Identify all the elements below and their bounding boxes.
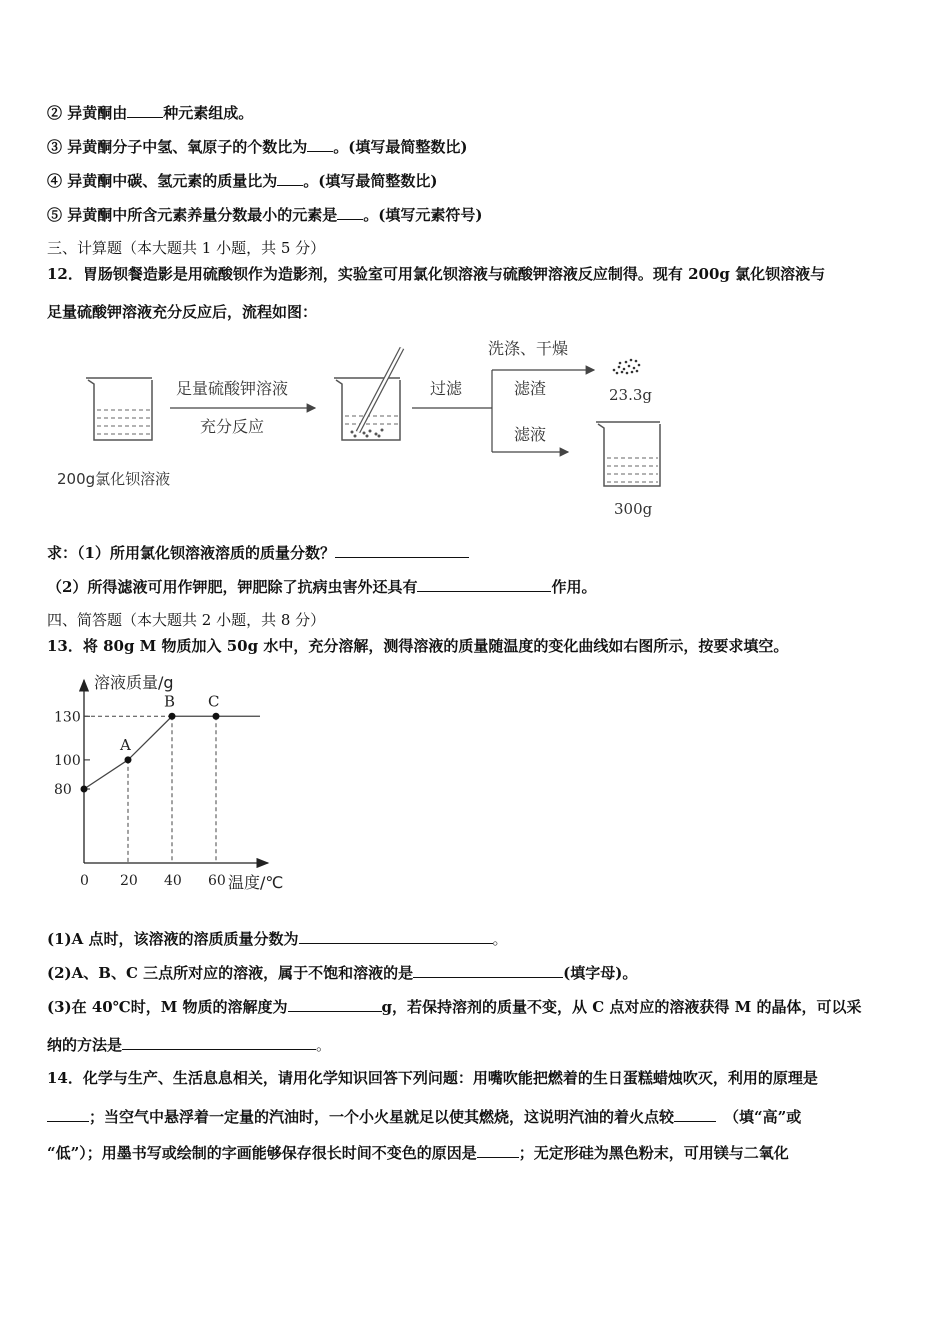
q13-ask-3-text: (3)在 40℃时，M 物质的溶解度为: [47, 998, 288, 1016]
filtrate-mass-label: 300g: [614, 500, 653, 518]
q14-line-2-suffix: （填“高”或: [724, 1108, 802, 1126]
q14-line-3-text: “低”）；用墨书写或绘制的字画能够保存很长时间不变色的原因是: [47, 1144, 477, 1162]
q14-line-3: [47, 1142, 789, 1163]
flow-diagram: [40, 332, 680, 528]
q12-text-line1: 12．胃肠钡餐造影是用硫酸钡作为造影剂，实验室可用氯化钡溶液与硫酸钾溶液反应制得。现有 200g 氯化钡溶液与: [47, 265, 826, 283]
q11-item-4-text: ④ 异黄酮中碳、氢元素的质量比为: [47, 172, 278, 190]
answer-blank[interactable]: [122, 1034, 316, 1050]
answer-blank[interactable]: [417, 576, 551, 592]
answer-blank[interactable]: [674, 1106, 716, 1122]
answer-blank[interactable]: [477, 1142, 519, 1158]
data-point: [169, 713, 176, 720]
q11-item-3: [47, 136, 467, 157]
reaction-condition-label: 充分反应: [200, 417, 265, 436]
q11-item-3-text: ③ 异黄酮分子中氢、氧原子的个数比为: [47, 138, 308, 156]
q12-ask-2-suffix: 作用。: [551, 578, 597, 596]
q13-ask-3-text-c: 纳的方法是: [47, 1036, 123, 1054]
x-tick-label: 60: [208, 873, 226, 889]
q13-ask-2: [47, 962, 637, 983]
q13-ask-2-text: (2)A、B、C 三点所对应的溶液，属于不饱和溶液的是: [47, 964, 414, 982]
q13-ask-3-suffix: 。: [316, 1036, 332, 1054]
answer-blank[interactable]: [335, 542, 469, 558]
q11-item-5-text: ⑤ 异黄酮中所含元素养量分数最小的元素是: [47, 206, 338, 224]
q13-ask-3: [47, 996, 861, 1017]
y-tick-label: 100: [54, 752, 81, 769]
data-point: [125, 756, 132, 763]
y-tick-label: 80: [54, 782, 72, 798]
x-tick-label: 0: [80, 873, 89, 889]
y-axis-label: 溶液质量/g: [94, 673, 174, 692]
y-tick-label: 130: [54, 709, 81, 726]
answer-blank[interactable]: [307, 136, 333, 152]
answer-blank[interactable]: [413, 962, 563, 978]
solid-mass-label: 23.3g: [609, 386, 653, 404]
filtrate-beaker-icon: [596, 422, 660, 486]
beaker-with-rod-icon: [334, 348, 402, 440]
q11-item-5: [47, 204, 482, 225]
q11-item-4-suffix: 。(填写最简整数比): [303, 172, 438, 190]
point-label: C: [208, 692, 220, 711]
q13-ask-2-suffix: (填字母)。: [563, 964, 638, 982]
q14-line-1: 14．化学与生产、生活息息相关，请用化学知识回答下列问题：用嘴吹能把燃着的生日蛋糕蜡烛吹灭，利用的原理是: [47, 1069, 818, 1087]
section-4-heading: 四、简答题（本大题共 2 小题，共 8 分）: [47, 611, 326, 629]
point-label: A: [120, 735, 131, 754]
q13-ask-1: [47, 928, 508, 949]
q13-ask-1-text: (1)A 点时，该溶液的溶质质量分数为: [47, 930, 299, 948]
filter-label: 过滤: [430, 379, 463, 398]
q14-line-3-suffix: ；无定形硅为黑色粉末，可用镁与二氧化: [518, 1144, 789, 1162]
data-point: [213, 713, 220, 720]
answer-blank[interactable]: [277, 170, 303, 186]
x-axis-label: 温度/℃: [228, 873, 284, 892]
answer-blank[interactable]: [127, 102, 163, 118]
q13-ask-3-cont: [47, 1034, 331, 1055]
q12-ask-1: [47, 542, 469, 563]
q13-intro: 13．将 80g M 物质加入 50g 水中，充分溶解，测得溶液的质量随温度的变化曲线如右图所示，按要求填空。: [47, 637, 789, 655]
answer-blank[interactable]: [337, 204, 363, 220]
q11-item-2: [47, 102, 253, 123]
wash-dry-label: 洗涤、干燥: [488, 339, 569, 358]
filtrate-label: 滤液: [514, 425, 547, 444]
data-point: [81, 786, 88, 793]
reagent-label: 足量硫酸钾溶液: [176, 379, 289, 398]
beaker-icon: [86, 378, 152, 440]
q11-item-2-text: ② 异黄酮由: [47, 104, 128, 122]
point-label: B: [164, 692, 176, 711]
q14-line-2: [47, 1106, 801, 1127]
q11-item-3-suffix: 。(填写最简整数比): [333, 138, 468, 156]
q11-item-5-suffix: 。(填写元素符号): [363, 206, 483, 224]
solid-powder-icon: [613, 359, 641, 375]
residue-label: 滤渣: [514, 379, 547, 398]
q11-item-4: [47, 170, 437, 191]
q14-line-2-text: ；当空气中悬浮着一定量的汽油时，一个小火星就足以使其燃烧，这说明汽油的着火点较: [89, 1108, 675, 1126]
answer-blank[interactable]: [47, 1106, 89, 1122]
x-tick-label: 20: [120, 873, 138, 889]
section-3-heading: 三、计算题（本大题共 1 小题，共 5 分）: [47, 239, 326, 257]
solubility-chart: [40, 666, 300, 898]
answer-blank[interactable]: [288, 996, 382, 1012]
q13-ask-1-suffix: 。: [492, 930, 508, 948]
q12-ask-2: [47, 576, 596, 597]
answer-blank[interactable]: [299, 928, 493, 944]
q12-ask-1-text: 求：（1）所用氯化钡溶液溶质的质量分数？: [47, 544, 335, 562]
x-tick-label: 40: [164, 873, 182, 889]
q13-ask-3-text-b: g，若保持溶剂的质量不变，从 C 点对应的溶液获得 M 的晶体，可以采: [381, 998, 862, 1016]
q11-item-2-suffix: 种元素组成。: [163, 104, 254, 122]
start-solution-label: 200g氯化钡溶液: [57, 470, 171, 488]
q12-ask-2-text: （2）所得滤液可用作钾肥，钾肥除了抗病虫害外还具有: [47, 578, 418, 596]
q12-text-line2: 足量硫酸钾溶液充分反应后，流程如图：: [47, 303, 318, 321]
